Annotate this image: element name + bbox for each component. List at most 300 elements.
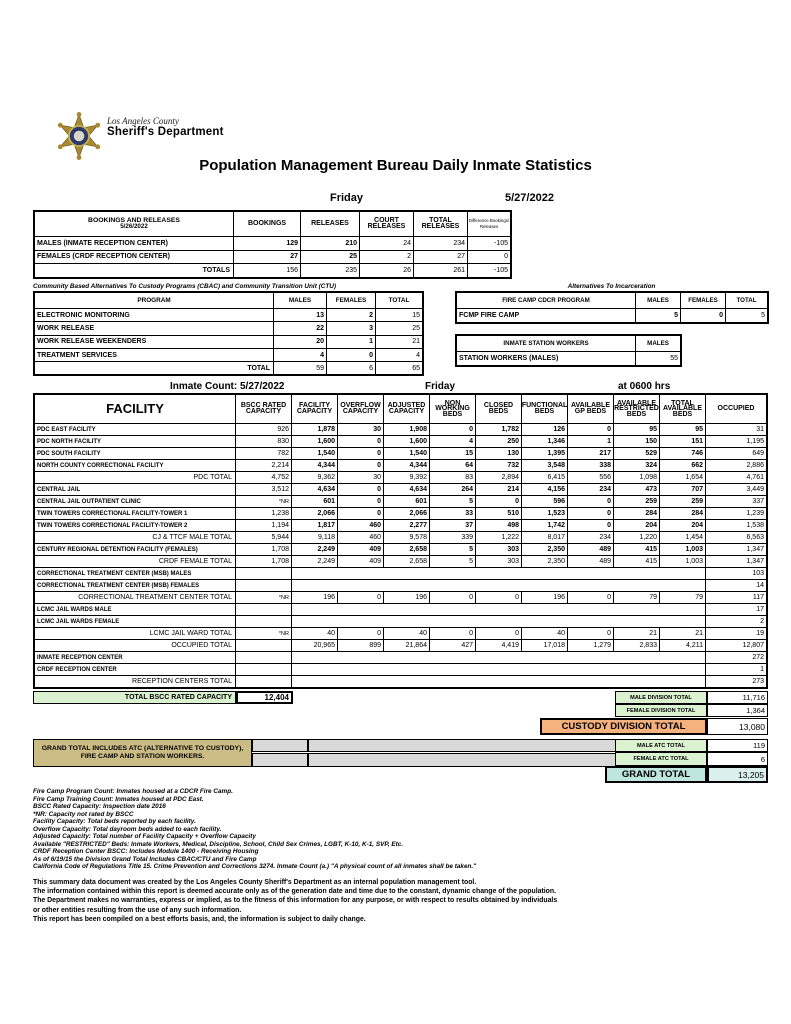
facility-row-label: CENTRAL JAIL OUTPATIENT CLINIC [35,496,235,507]
facility-merged-cell [292,676,705,687]
col-occupied: OCCUPIED [706,395,766,423]
bookings-totals-cell: 235 [301,264,359,277]
facility-total-cell: 8,017 [522,532,567,543]
cbac-cell: 13 [274,309,326,321]
facility-total-cell: 0 [338,592,383,603]
facility-cell: 3,548 [522,460,567,471]
facility-total-cell: 4,752 [236,472,291,483]
facility-row-label: LCMC JAIL WARDS MALE [35,604,235,615]
facility-total-cell: 0 [568,592,613,603]
facility-cell: 1,908 [384,424,429,435]
facility-total-cell: 196 [384,592,429,603]
bookings-cell: 129 [234,237,300,250]
cbac-cell: 0 [327,349,375,361]
footnote-line: *NR: Capacity not rated by BSCC [33,810,134,818]
cbac-row-label: WORK RELEASE WEEKENDERS [35,336,273,348]
cbac-cell: 20 [274,336,326,348]
footnote-line: Fire Camp Training Count: Inmates housed at PDC East. [33,795,204,803]
facility-occupied-cell: 2 [706,616,766,627]
facility-total-cell: 196 [522,592,567,603]
custody-division-total-value: 13,080 [707,718,768,735]
facility-total-label: OCCUPIED TOTAL [35,640,235,651]
station-workers-table [455,334,682,367]
facility-cell: 2,277 [384,520,429,531]
sheriff-star-logo [55,110,103,162]
facility-cell: 0 [338,496,383,507]
facility-cell: 324 [614,460,659,471]
disclaimer-line: This summary data document was created by the Los Angeles County Sheriff's Department as an internal population management tool. [33,879,477,886]
facility-cell: 2,658 [384,544,429,555]
grand-gray-cell [252,753,308,767]
footnote-line: Overflow Capacity: Total dayroom beds added to each facility. [33,825,222,833]
cbac-cell: 2 [327,309,375,321]
footnote-line: California Code of Regulations Title 15. Crime Prevention and Corrections 3274. Inmate Count (a.) "A physical count of all inmates shall be taken." [33,863,477,870]
col-sw-males: MALES [636,336,680,351]
grand-gray-cell [308,753,616,767]
facility-cell: 338 [568,460,613,471]
cbac-cell: 22 [274,322,326,334]
col-fc-total: TOTAL [726,293,767,308]
col-total-releases: TOTAL RELEASES [414,212,467,236]
facility-cell: 214 [476,484,521,495]
facility-total-occupied: 19 [706,628,766,639]
cbac-cell: 1 [327,336,375,348]
facility-total-cell: 303 [476,556,521,567]
facility-occupied-cell: 649 [706,448,766,459]
facility-cell: 4,634 [292,484,337,495]
facility-total-cell: 0 [568,628,613,639]
facility-total-cell: 83 [430,472,475,483]
total-bscc-value: 12,404 [236,691,293,704]
facility-cell: 130 [476,448,521,459]
report-date: 5/27/2022 [505,192,554,204]
facility-total-cell: 1,279 [568,640,613,651]
facility-cell [236,616,291,627]
grand-total-section [33,739,768,787]
facility-total-label: PDC TOTAL [35,472,235,483]
cbac-row-label: WORK RELEASE [35,322,273,334]
footnote-line: Facility Capacity: Total beds reported by each facility. [33,818,196,825]
facility-total-cell: 556 [568,472,613,483]
facility-total-cell: 0 [430,628,475,639]
bookings-row-label: MALES (INMATE RECEPTION CENTER) [35,237,233,250]
facility-row-label: CORRECTIONAL TREATMENT CENTER (MSB) FEMALES [35,580,235,591]
facility-cell: 204 [660,520,705,531]
facility-total-label: CORRECTIONAL TREATMENT CENTER TOTAL [35,592,235,603]
facility-cell: 2,214 [236,460,291,471]
facility-cell: 1,346 [522,436,567,447]
facility-cell [236,652,291,663]
facility-cell: 4 [430,436,475,447]
bookings-releases-table [33,210,512,279]
facility-cell: 126 [522,424,567,435]
agency-name [107,116,224,138]
facility-total-cell: 9,392 [384,472,429,483]
facility-cell: 498 [476,520,521,531]
col-males: MALES [274,293,326,308]
facility-total-cell: 339 [430,532,475,543]
facility-merged-cell [292,604,705,615]
facility-total-cell: *NR [236,628,291,639]
facility-cell: *NR [236,496,291,507]
facility-total-label: LCMC JAIL WARD TOTAL [35,628,235,639]
facility-occupied-cell: 17 [706,604,766,615]
facility-total-cell: 415 [614,556,659,567]
col-bookings: BOOKINGS [234,212,300,236]
inmate-count-caption: Inmate Count: 5/27/2022 [170,381,285,392]
facility-merged-cell [292,616,705,627]
cbac-table [33,291,424,376]
facility-total-cell: 79 [660,592,705,603]
facility-cell: 707 [660,484,705,495]
agency-department: Sheriff's Department [107,126,224,138]
grand-gray-cell [252,739,308,752]
female-atc-total-label: FEMALE ATC TOTAL [615,752,707,766]
facility-row-label: LCMC JAIL WARDS FEMALE [35,616,235,627]
disclaimer-line: The Department makes no warranties, express or implied, as to the fitness of this information for any purpose, or with respect to results obtained by individuals [33,897,558,905]
bookings-cell: 25 [301,251,359,264]
facility-cell: 259 [614,496,659,507]
col-overflow-capacity: OVERFLOW CAPACITY [338,395,383,423]
facility-cell: 303 [476,544,521,555]
facility-cell: 2,066 [292,508,337,519]
facility-cell: 3,512 [236,484,291,495]
col-facility: FACILITY [35,395,235,423]
bookings-totals-cell: 261 [414,264,467,277]
facility-total-label: RECEPTION CENTERS TOTAL [35,676,235,687]
col-non-working-beds: NON WORKING BEDS [430,395,475,423]
facility-total-cell: 5,944 [236,532,291,543]
facility-cell: 1,395 [522,448,567,459]
facility-occupied-cell: 1,239 [706,508,766,519]
facility-cell: 830 [236,436,291,447]
facility-cell: 1,523 [522,508,567,519]
facility-cell: 1,238 [236,508,291,519]
facility-row-label: CENTRAL JAIL [35,484,235,495]
facility-cell: 415 [614,544,659,555]
facility-occupied-cell: 272 [706,652,766,663]
facility-total-occupied: 273 [706,676,766,687]
facility-cell [236,580,291,591]
footnote-line: BSCC Rated Capacity: Inspection date 2016 [33,803,166,810]
facility-occupied-cell: 337 [706,496,766,507]
facility-cell: 1,600 [292,436,337,447]
facility-occupied-cell: 3,449 [706,484,766,495]
facility-total-cell: 40 [522,628,567,639]
alternatives-title: Alternatives To Incarceration [567,283,656,290]
facility-cell: 0 [430,424,475,435]
bookings-cell: 27 [414,251,467,264]
col-available-gp-beds: AVAILABLE GP BEDS [568,395,613,423]
inmate-count-day: Friday [425,381,456,392]
facility-cell: 0 [338,460,383,471]
bookings-cell: 234 [414,237,467,250]
facility-cell: 284 [614,508,659,519]
facility-cell: 4,156 [522,484,567,495]
col-total-available-beds: TOTAL AVAILABLE BEDS [660,395,705,423]
facility-cell: 409 [338,544,383,555]
facility-cell: 746 [660,448,705,459]
facility-total-cell: 30 [338,472,383,483]
facility-total-cell: 1,654 [660,472,705,483]
facility-total-cell: 1,708 [236,556,291,567]
bookings-totals-label: TOTALS [35,264,233,277]
facility-total-cell: 1,003 [660,556,705,567]
facility-cell: 30 [338,424,383,435]
facility-cell: 4,634 [384,484,429,495]
facility-table [33,393,768,689]
facility-total-cell: 460 [338,532,383,543]
female-division-total-label: FEMALE DIVISION TOTAL [615,704,707,717]
facility-merged-cell [292,664,705,675]
facility-total-cell: 2,249 [292,556,337,567]
facility-cell: 1 [568,436,613,447]
cbac-cell: 25 [376,322,422,334]
facility-cell: 2,066 [384,508,429,519]
facility-total-cell: 0 [476,628,521,639]
facility-total-cell: 1,098 [614,472,659,483]
facility-cell: 234 [568,484,613,495]
cbac-cell: 4 [274,349,326,361]
bookings-cell: 24 [360,237,413,250]
female-division-total-value: 1,364 [707,704,768,717]
facility-row-label: CENTURY REGIONAL DETENTION FACILITY (FEMALES) [35,544,235,555]
facility-total-cell: 17,018 [522,640,567,651]
col-females: FEMALES [327,293,375,308]
cbac-totals-cell: 59 [274,362,326,374]
report-day: Friday [330,192,364,204]
facility-cell: 284 [660,508,705,519]
facility-total-cell: 21 [660,628,705,639]
facility-total-cell [236,640,291,651]
facility-total-cell: 4,211 [660,640,705,651]
facility-total-cell: 0 [476,592,521,603]
facility-merged-cell [292,652,705,663]
facility-total-cell: 2,833 [614,640,659,651]
facility-total-cell: 9,118 [292,532,337,543]
facility-total-cell: 1,222 [476,532,521,543]
fire-camp-row-label: FCMP FIRE CAMP [457,309,635,322]
col-releases: RELEASES [301,212,359,236]
facility-cell: 15 [430,448,475,459]
cbac-totals-cell: 6 [327,362,375,374]
facility-row-label: PDC EAST FACILITY [35,424,235,435]
col-total: TOTAL [376,293,422,308]
footnote-line: Available "RESTRICTED" Beds: Inmate Workers, Medical, Discipline, School, Child Sex Crimes, LGBT, K-10, K-1, SVP, Etc. [33,840,404,848]
facility-row-label: PDC SOUTH FACILITY [35,448,235,459]
facility-cell: 204 [614,520,659,531]
facility-summary [33,691,768,737]
facility-cell: 0 [338,508,383,519]
fire-camp-males: 5 [636,309,680,322]
facility-cell: 473 [614,484,659,495]
facility-cell [236,664,291,675]
facility-cell: 0 [338,448,383,459]
male-division-total-label: MALE DIVISION TOTAL [615,691,707,704]
facility-occupied-cell: 103 [706,568,766,579]
facility-cell: 601 [292,496,337,507]
cbac-totals-label: TOTAL [35,362,273,374]
facility-cell: 732 [476,460,521,471]
female-atc-total-value: 6 [707,752,768,766]
facility-cell: 264 [430,484,475,495]
facility-total-cell [236,676,291,687]
male-division-total-value: 11,716 [707,691,768,704]
disclaimer-line: The information contained within this report is deemed accurate only as of the generation date and time due to the constant, dynamic change of the population. [33,888,556,896]
cbac-title: Community Based Alternatives To Custody Programs (CBAC) and Community Transition Unit (CTU) [33,283,336,290]
facility-cell: 1,878 [292,424,337,435]
col-closed-beds: CLOSED BEDS [476,395,521,423]
bookings-cell: 2 [360,251,413,264]
facility-cell: 2,350 [522,544,567,555]
facility-total-occupied: 6,563 [706,532,766,543]
facility-cell: 1,708 [236,544,291,555]
facility-cell: 1,600 [384,436,429,447]
station-workers-count: 55 [636,352,680,365]
facility-cell: 0 [568,424,613,435]
facility-total-cell: 196 [292,592,337,603]
facility-cell: 510 [476,508,521,519]
cbac-row-label: ELECTRONIC MONITORING [35,309,273,321]
facility-total-cell: 1,220 [614,532,659,543]
inmate-count-time: at 0600 hrs [618,381,671,392]
custody-division-total-label: CUSTODY DIVISION TOTAL [540,718,707,735]
station-workers-row-label: STATION WORKERS (MALES) [457,352,635,365]
facility-total-cell: 40 [384,628,429,639]
facility-cell: 95 [614,424,659,435]
fire-camp-total: 5 [726,309,767,322]
col-adjusted-capacity: ADJUSTED CAPACITY [384,395,429,423]
facility-cell: 150 [614,436,659,447]
facility-total-cell: 234 [568,532,613,543]
col-difference: Difference Bookings/ Releases [468,212,510,236]
bookings-cell: 210 [301,237,359,250]
facility-total-cell: 489 [568,556,613,567]
facility-cell: 259 [660,496,705,507]
facility-cell: 460 [338,520,383,531]
facility-cell: 926 [236,424,291,435]
facility-total-cell: 4,419 [476,640,521,651]
facility-row-label: TWIN TOWERS CORRECTIONAL FACILITY-TOWER 2 [35,520,235,531]
grand-total-label: GRAND TOTAL [605,766,707,783]
disclaimer [33,878,773,924]
facility-cell [236,604,291,615]
col-station-workers: INMATE STATION WORKERS [457,336,635,351]
col-facility-capacity: FACILITY CAPACITY [292,395,337,423]
grand-total-note: GRAND TOTAL INCLUDES ATC (ALTERNATIVE TO CUSTODY), FIRE CAMP AND STATION WORKERS. [33,739,252,767]
facility-row-label: TWIN TOWERS CORRECTIONAL FACILITY-TOWER 1 [35,508,235,519]
col-fc-females: FEMALES [681,293,725,308]
footnotes [33,788,633,871]
facility-total-cell: 2,350 [522,556,567,567]
facility-total-cell: 6,415 [522,472,567,483]
facility-row-label: CRDF RECEPTION CENTER [35,664,235,675]
facility-cell: 151 [660,436,705,447]
cbac-cell: 4 [376,349,422,361]
facility-cell: 596 [522,496,567,507]
facility-cell: 0 [476,496,521,507]
col-fc-males: MALES [636,293,680,308]
bookings-cell: 27 [234,251,300,264]
cbac-cell: 3 [327,322,375,334]
facility-cell: 601 [384,496,429,507]
facility-total-occupied: 4,761 [706,472,766,483]
facility-total-occupied: 12,807 [706,640,766,651]
col-fire-camp: FIRE CAMP CDCR PROGRAM [457,293,635,308]
facility-cell: 37 [430,520,475,531]
facility-cell: 4,344 [384,460,429,471]
footnote-line: CRDF Reception Center BSCC: Includes Module 1400 - Receiving Housing [33,848,259,855]
bookings-totals-cell: 26 [360,264,413,277]
facility-cell: 1,782 [476,424,521,435]
facility-total-occupied: 1,347 [706,556,766,567]
facility-occupied-cell: 2,886 [706,460,766,471]
facility-row-label: PDC NORTH FACILITY [35,436,235,447]
facility-cell: 0 [568,496,613,507]
grand-gray-cell [308,739,616,752]
facility-occupied-cell: 1,347 [706,544,766,555]
facility-occupied-cell: 1 [706,664,766,675]
facility-merged-cell [292,580,705,591]
fire-camp-table [455,291,769,324]
bookings-cell: -105 [468,237,510,250]
agency-county: Los Angeles County [107,116,179,126]
bookings-row-label: FEMALES (CRDF RECEPTION CENTER) [35,251,233,264]
facility-row-label: CORRECTIONAL TREATMENT CENTER (MSB) MALES [35,568,235,579]
facility-occupied-cell: 14 [706,580,766,591]
page-title: Population Management Bureau Daily Inmate Statistics [199,157,592,174]
facility-cell: 782 [236,448,291,459]
grand-total-value: 13,205 [707,766,768,783]
facility-cell: 95 [660,424,705,435]
facility-cell: 217 [568,448,613,459]
facility-cell: 1,540 [384,448,429,459]
facility-total-cell: 9,578 [384,532,429,543]
cbac-totals-cell: 65 [376,362,422,374]
facility-total-cell: 2,894 [476,472,521,483]
facility-total-cell: 427 [430,640,475,651]
facility-total-cell: 0 [430,592,475,603]
facility-cell: 250 [476,436,521,447]
footnote-line: Adjusted Capacity: Total number of Facility Capacity + Overflow Capacity [33,833,256,840]
col-program: PROGRAM [35,293,273,308]
facility-cell: 0 [338,436,383,447]
bookings-totals-cell: 156 [234,264,300,277]
facility-total-cell: 40 [292,628,337,639]
facility-cell: 4,344 [292,460,337,471]
facility-row-label: NORTH COUNTY CORRECTIONAL FACILITY [35,460,235,471]
facility-cell: 64 [430,460,475,471]
col-bscc-rated-capacity: BSCC RATED CAPACITY [236,395,291,423]
facility-cell: 0 [338,484,383,495]
facility-total-cell: 9,362 [292,472,337,483]
col-functional-beds: FUNCTIONAL BEDS [522,395,567,423]
facility-total-cell: 21 [614,628,659,639]
facility-cell: 1,540 [292,448,337,459]
facility-total-cell: 0 [338,628,383,639]
disclaimer-line: This report has been compiled on a best efforts basis, and, the information is subject to daily change. [33,915,366,923]
facility-cell: 0 [568,508,613,519]
bookings-table-title: BOOKINGS AND RELEASES 5/26/2022 [35,212,233,236]
facility-total-cell: *NR [236,592,291,603]
disclaimer-line: or other entities resulting from the use of any such information. [33,906,242,914]
bookings-totals-cell: -105 [468,264,510,277]
footnote-line: Fire Camp Program Count: Inmates housed at a CDCR Fire Camp. [33,788,233,795]
facility-cell: 1,194 [236,520,291,531]
bookings-cell: 0 [468,251,510,264]
facility-cell: 1,817 [292,520,337,531]
facility-total-cell: 21,864 [384,640,429,651]
